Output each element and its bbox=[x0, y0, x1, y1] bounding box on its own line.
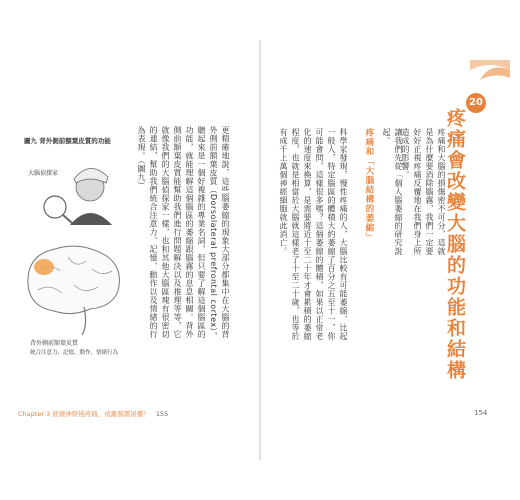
region-desc: 統合注意力、記憶、動作、情緒行為 bbox=[30, 350, 119, 356]
body-paragraph: 科學家發現，慢性疼痛的人，大腦比較有可能萎縮，比起一般人，特定腦區的體積大約萎縮了百分之五至十一，你可能會問，這樣很多嗎？這個萎縮的體積，如果以正常老化的速度來換算，是需要將近十至二十年才會累積的萎縮程度，也就是相當於大腦就這樣老了十至二十歲，也等於有成千上萬個神經細胞就此消亡。 bbox=[279, 128, 348, 341]
figure-caption: 圖九 背外側前額葉皮質的功能 bbox=[24, 137, 111, 145]
dlpfc-highlight bbox=[34, 259, 54, 275]
page-number-right: 154 bbox=[474, 409, 488, 417]
left-body-paragraph: 更精確地說，這些腦萎縮的現象大部分都集中在大腦的背外側前額葉皮質（Dorsolateral prefrontal cortex），聽起來是一個好複雜的專業名詞，但只要了解這個腦區的功能，就能理解這個腦區的萎縮跟腦霧的息息相關。背外側前額葉皮質能幫助我們進行問題解決以及推理等等，它就像我們的大腦偵探家一樣，也和其他大腦區塊有很密切的連結，幫助我們統合注意力、記憶、動作以及情緒的行為表現。（圖九） bbox=[137, 126, 230, 341]
subheading: 疼痛和「大腦結構的萎縮」 bbox=[364, 128, 374, 242]
detective-label: 大腦偵探家 bbox=[28, 170, 59, 177]
page-gutter bbox=[259, 40, 261, 460]
footer-chapter: Chapter 3 bbox=[18, 410, 51, 418]
section-title: 疼痛會改變大腦的功能和結構 bbox=[444, 108, 466, 381]
chapter-number-badge: 20 bbox=[466, 93, 486, 113]
intro-paragraph: 疼痛和大腦的損傷密不可分，這就是為什麼要消除腦霧，我們一定要好好正視疼痛反覆地在我們身上所造成的影響。 bbox=[401, 128, 446, 256]
brain-icon bbox=[28, 246, 120, 335]
intro-paragraph-2: 讓我們先從「個人腦萎縮的研究說起。 bbox=[382, 128, 403, 256]
figure-illustration bbox=[20, 145, 125, 365]
region-label: 背外側前額葉皮質 bbox=[30, 340, 79, 347]
footer-title: 舒緩神經慢疼痛，遠離腦霧困擾！ bbox=[52, 410, 150, 418]
left-footer bbox=[18, 409, 168, 418]
page-number-left: 155 bbox=[155, 410, 169, 418]
